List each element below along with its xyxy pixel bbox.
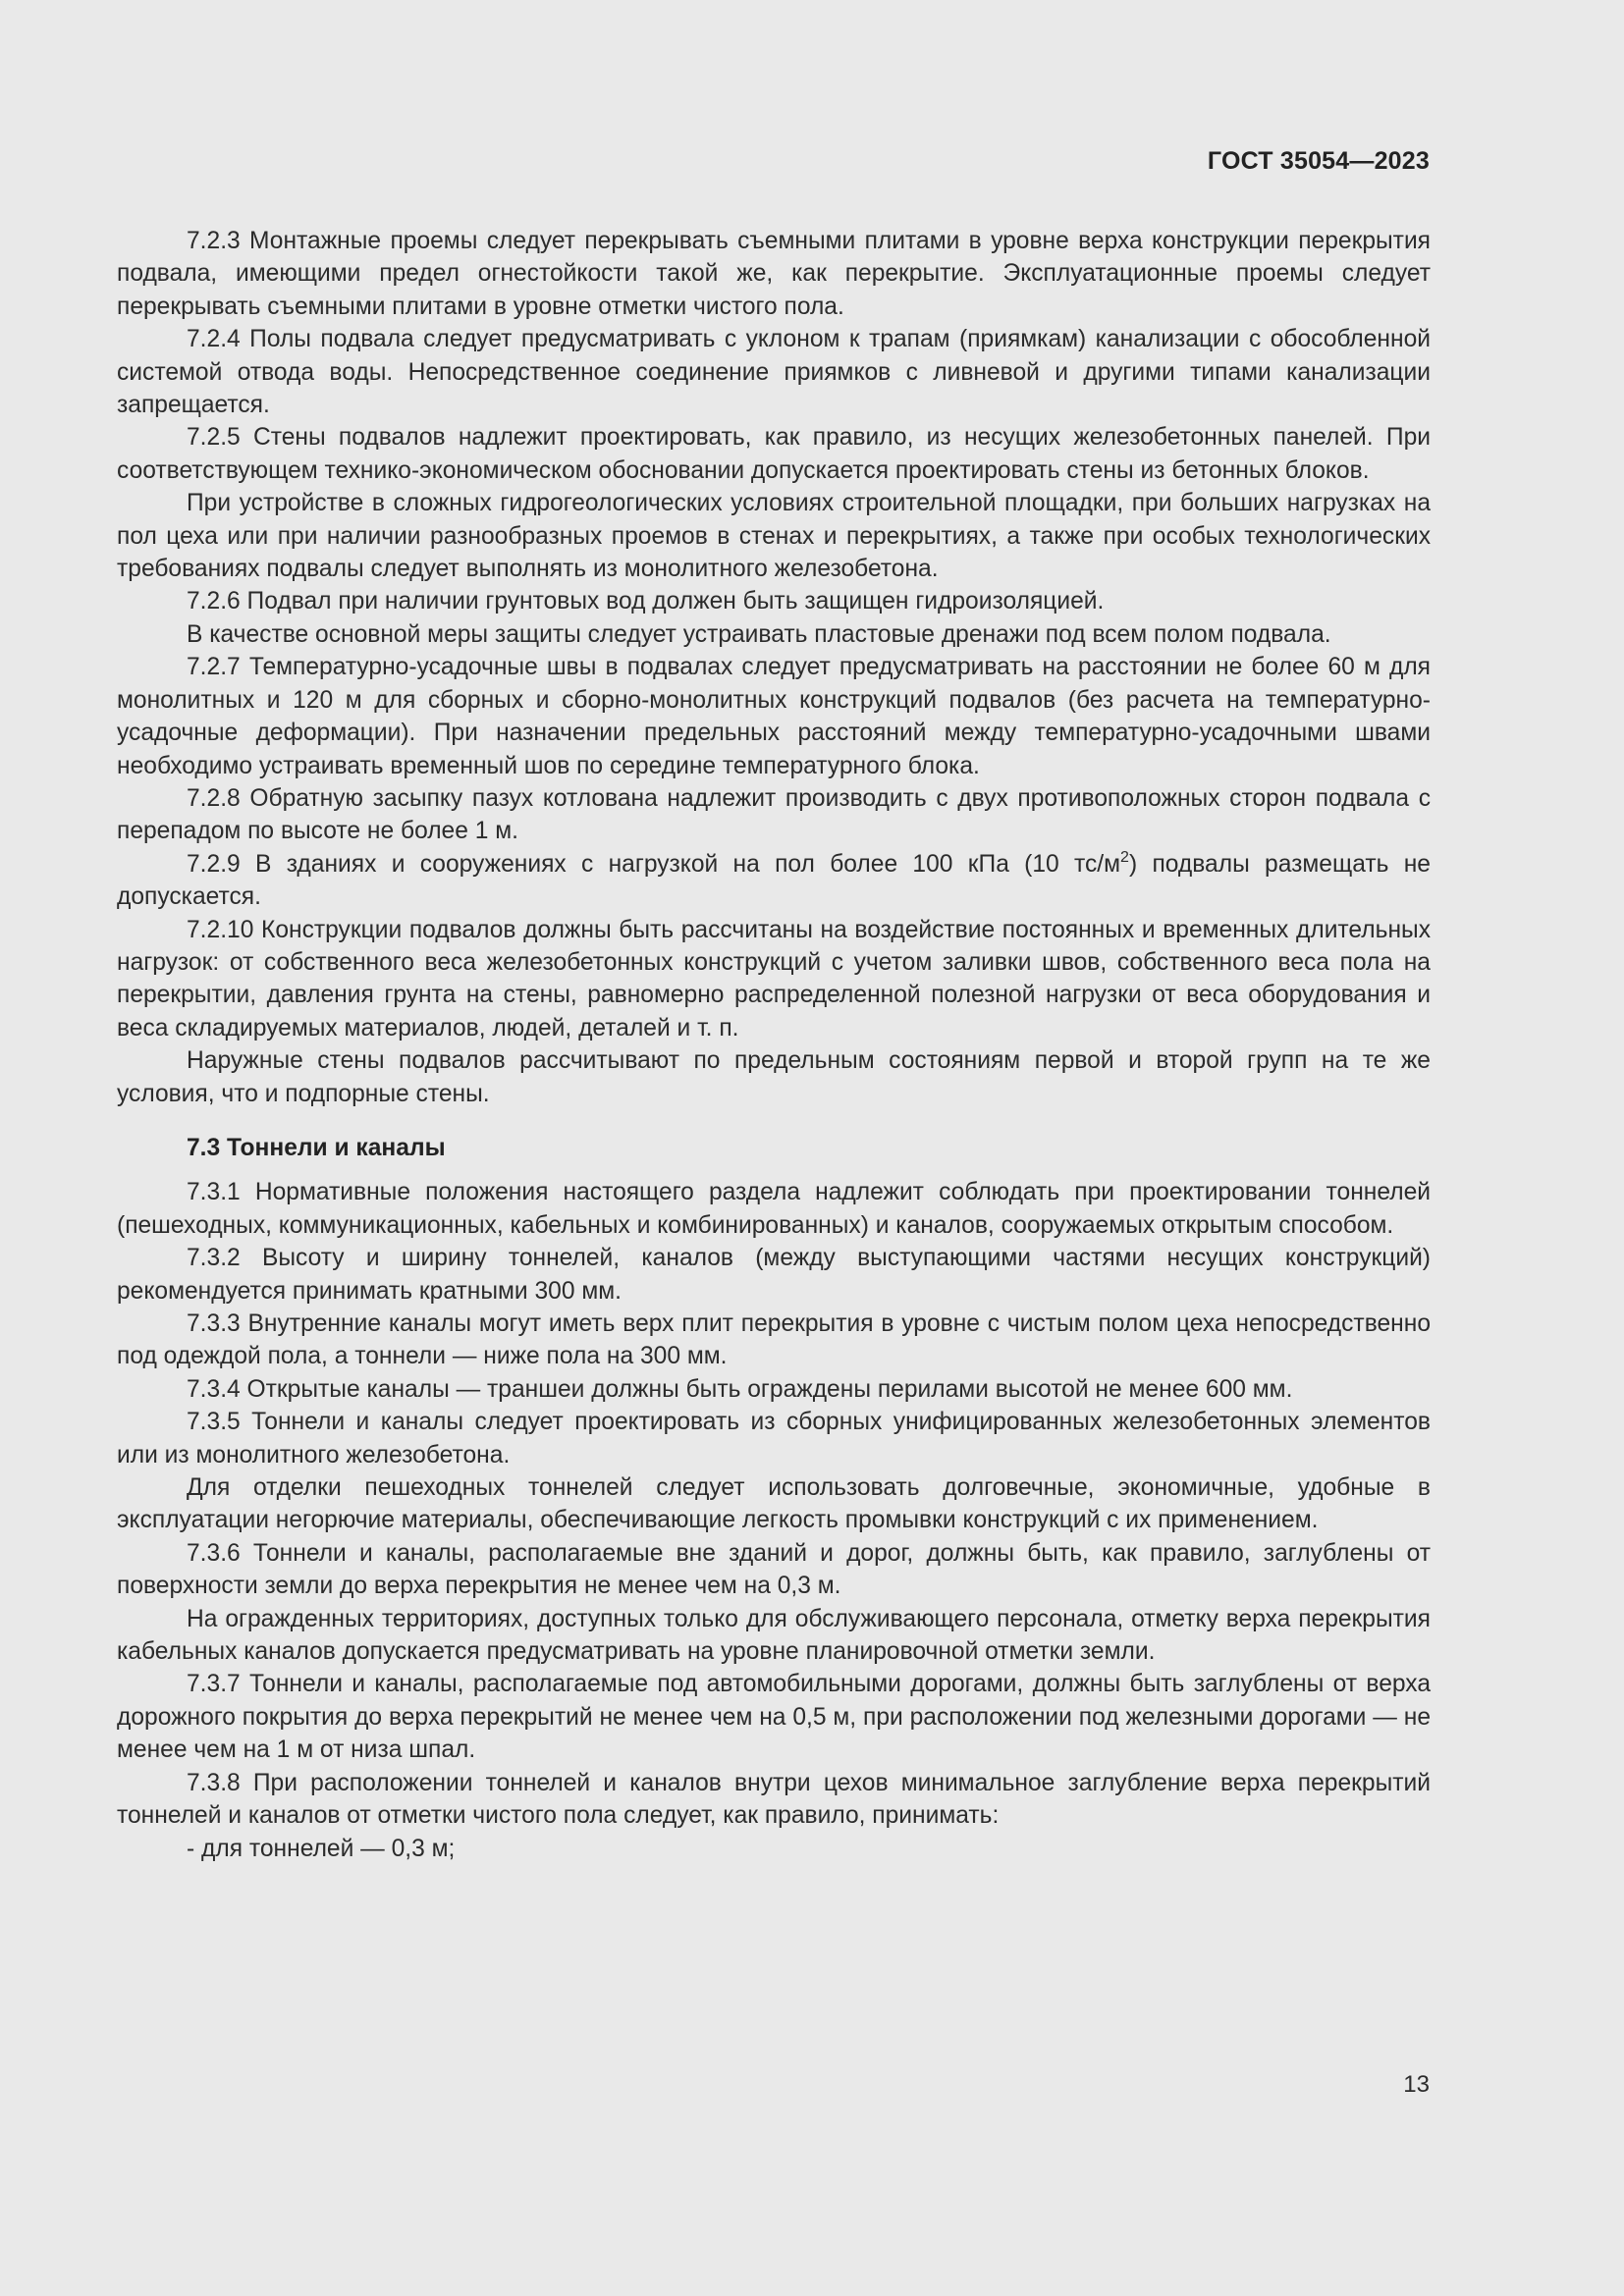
- paragraph-7-2-3: 7.2.3 Монтажные проемы следует перекрывать съемными плитами в уровне верха конструкции перекрытия подвала, имеющими предел огнестойкости такой же, как перекрытие. Эксплуатационные проемы следует перекрывать съемными плитами в уровне отметки чистого пола.: [117, 228, 1431, 320]
- paragraph-7-2-10-continued: Наружные стены подвалов рассчитывают по предельным состояниям первой и второй групп на те же условия, что и подпорные стены.: [117, 1047, 1431, 1107]
- superscript-exponent: 2: [1120, 848, 1129, 866]
- paragraph-7-3-5: 7.3.5 Тоннели и каналы следует проектировать из сборных унифицированных железобетонных элементов или из монолитного железобетона.: [117, 1409, 1431, 1468]
- paragraph-7-3-2: 7.3.2 Высоту и ширину тоннелей, каналов (между выступающими частями несущих конструкций) рекомендуется принимать кратными 300 мм.: [117, 1245, 1431, 1305]
- paragraph-7-2-9-text: 7.2.9 В зданиях и сооружениях с нагрузкой на пол более 100 кПа (10 тс/м: [187, 850, 1121, 878]
- paragraph-7-3-1: 7.3.1 Нормативные положения настоящего раздела надлежит соблюдать при проектировании тоннелей (пешеходных, коммуникационных, кабельных и комбинированных) и каналов, сооружаемых открытым способом.: [117, 1179, 1431, 1239]
- document-designation: ГОСТ 35054—2023: [1207, 147, 1430, 175]
- paragraph-7-2-5: 7.2.5 Стены подвалов надлежит проектировать, как правило, из несущих железобетонных панелей. При соответствующем технико-экономическом обосновании допускается проектировать стены из бетонных блоков.: [117, 424, 1431, 484]
- paragraph-7-3-4: 7.3.4 Открытые каналы — траншеи должны быть ограждены перилами высотой не менее 600 мм.: [187, 1375, 1293, 1403]
- paragraph-7-2-8: 7.2.8 Обратную засыпку пазух котлована надлежит производить с двух противоположных сторон подвала с перепадом по высоте не более 1 м.: [117, 784, 1431, 845]
- paragraph-7-2-9: [117, 848, 1431, 914]
- paragraph-7-2-6: 7.2.6 Подвал при наличии грунтовых вод должен быть защищен гидроизоляцией.: [187, 588, 1105, 615]
- paragraph-7-3-3: 7.3.3 Внутренние каналы могут иметь верх плит перекрытия в уровне с чистым полом цеха непосредственно под одеждой пола, а тоннели — ниже пола на 300 мм.: [117, 1310, 1431, 1370]
- paragraph-7-3-8: 7.3.8 При расположении тоннелей и каналов внутри цехов минимальное заглубление верха перекрытий тоннелей и каналов от отметки чистого пола следует, как правило, принимать:: [117, 1769, 1431, 1830]
- paragraph-7-3-5-continued: Для отделки пешеходных тоннелей следует использовать долговечные, экономичные, удобные в эксплуатации негорючие материалы, обеспечивающие легкость промывки конструкций с их применением.: [117, 1474, 1431, 1534]
- page-number: 13: [1403, 2071, 1430, 2098]
- paragraph-7-2-10: 7.2.10 Конструкции подвалов должны быть рассчитаны на воздействие постоянных и временных длительных нагрузок: от собственного веса железобетонных конструкций с учетом заливки швов, собственного веса пола на перекрытии, давления грунта на стены, равномерно распределенной полезной нагрузки от веса оборудования и веса складируемых материалов, людей, деталей и т. п.: [117, 916, 1431, 1041]
- paragraph-7-2-9-text-end: ) подвалы размещать не допускается.: [117, 850, 1431, 911]
- paragraph-7-2-6-continued: В качестве основной меры защиты следует устраивать пластовые дренажи под всем полом подвала.: [187, 620, 1331, 648]
- list-item-tunnels: - для тоннелей — 0,3 м;: [187, 1835, 456, 1862]
- section-heading-7-3: 7.3 Тоннели и каналы: [187, 1134, 446, 1161]
- paragraph-7-2-4: 7.2.4 Полы подвала следует предусматривать с уклоном к трапам (приямкам) канализации с обособленной системой отвода воды. Непосредственное соединение приямков с ливневой и другими типами канализации запрещается.: [117, 326, 1431, 419]
- paragraph-7-2-7: 7.2.7 Температурно-усадочные швы в подвалах следует предусматривать на расстоянии не более 60 м для монолитных и 120 м для сборных и сборно-монолитных конструкций подвалов (без расчета на температурно-усадочные деформации). При назначении предельных расстояний между температурно-усадочными швами необходимо устраивать временный шов по середине температурного блока.: [117, 654, 1431, 779]
- paragraph-7-3-6: 7.3.6 Тоннели и каналы, располагаемые вне зданий и дорог, должны быть, как правило, заглублены от поверхности земли до верха перекрытия не менее чем на 0,3 м.: [117, 1539, 1431, 1600]
- paragraph-7-3-6-continued: На огражденных территориях, доступных только для обслуживающего персонала, отметку верха перекрытия кабельных каналов допускается предусматривать на уровне планировочной отметки земли.: [117, 1605, 1431, 1666]
- document-body: [117, 225, 1431, 1865]
- paragraph-7-3-7: 7.3.7 Тоннели и каналы, располагаемые под автомобильными дорогами, должны быть заглублены от верха дорожного покрытия до верха перекрытий не менее чем на 0,5 м, при расположении под железными дорогами — не менее чем на 1 м от низа шпал.: [117, 1671, 1431, 1764]
- paragraph-7-2-5-continued: При устройстве в сложных гидрогеологических условиях строительной площадки, при больших нагрузках на пол цеха или при наличии разнообразных проемов в стенах и перекрытиях, а также при особых технологических требованиях подвалы следует выполнять из монолитного железобетона.: [117, 490, 1431, 583]
